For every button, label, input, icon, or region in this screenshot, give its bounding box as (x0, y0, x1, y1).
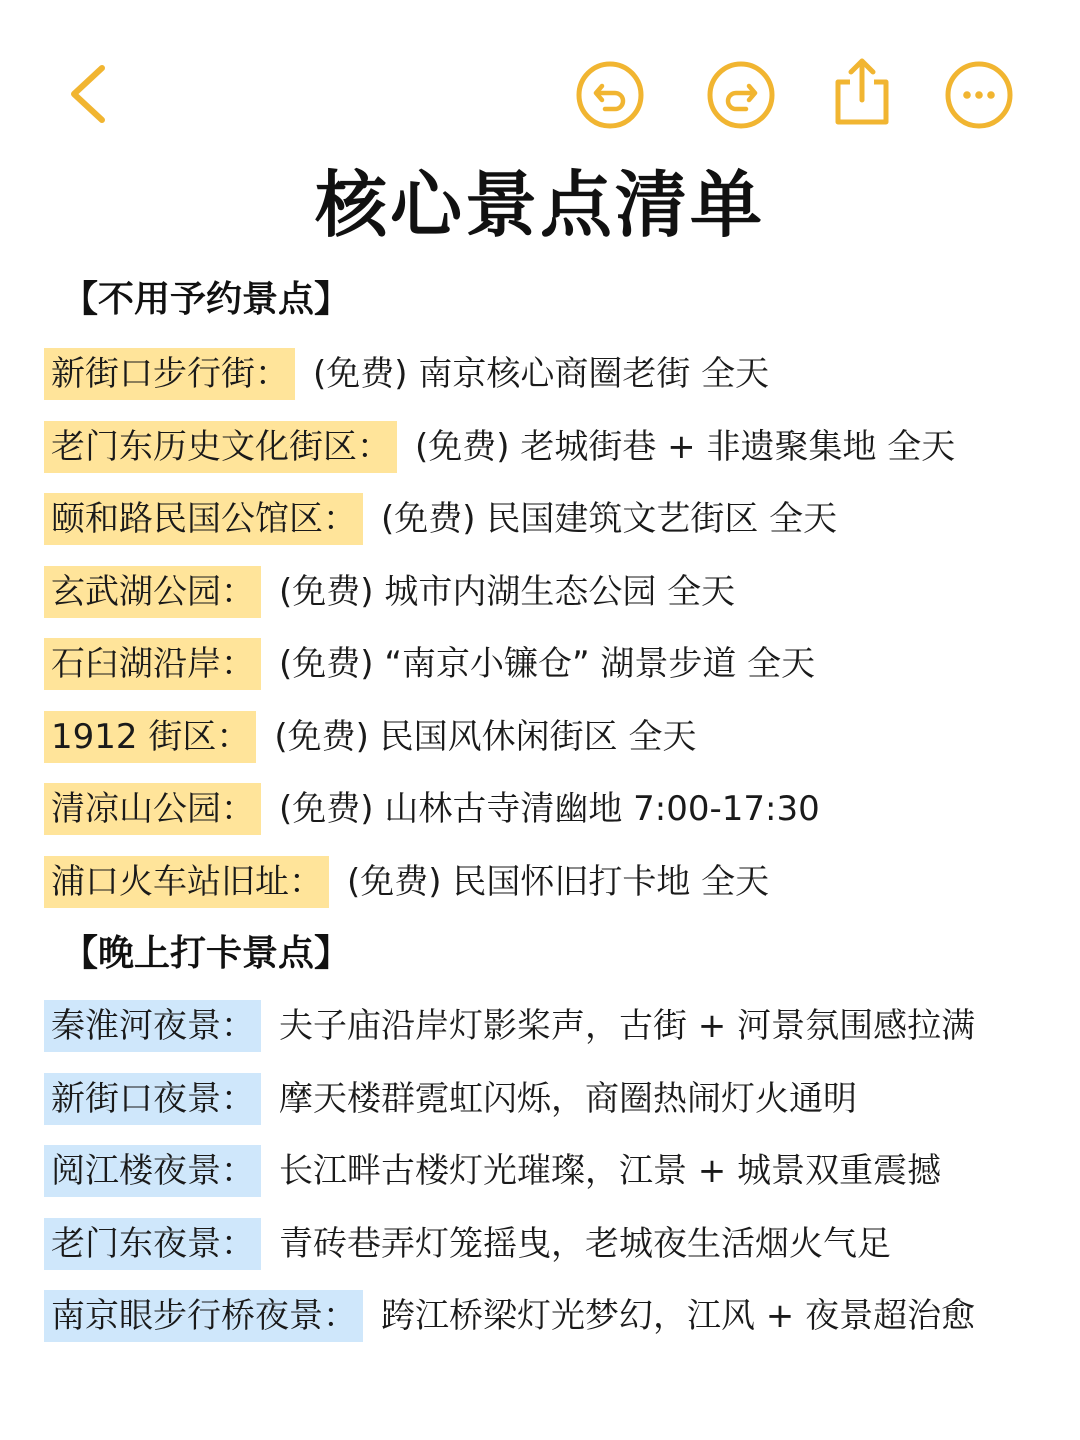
spot-name: 秦淮河夜景： (44, 1000, 261, 1052)
section-heading-no-reservation: 【不用予约景点】 (62, 279, 351, 320)
spot-name: 阅江楼夜景： (44, 1145, 261, 1197)
back-icon[interactable] (62, 62, 112, 126)
list-item (44, 556, 1054, 629)
spot-description: (免费) 城市内湖生态公园 全天 (279, 571, 736, 612)
spot-description: (免费) “南京小镰仓” 湖景步道 全天 (279, 644, 816, 685)
more-icon[interactable] (944, 60, 1014, 130)
list-item (44, 1135, 1054, 1208)
spot-name: 老门东历史文化街区： (44, 421, 397, 473)
redo-icon[interactable] (706, 60, 776, 130)
spot-name: 新街口步行街： (44, 348, 295, 400)
list-item (44, 1063, 1054, 1136)
list-item (44, 990, 1054, 1063)
page-title: 核心景点清单 (314, 163, 765, 247)
spot-name: 玄武湖公园： (44, 566, 261, 618)
spot-description: 青砖巷弄灯笼摇曳，老城夜生活烟火气足 (279, 1223, 891, 1264)
spot-description: (免费) 老城街巷 + 非遗聚集地 全天 (415, 426, 956, 467)
spot-name: 清凉山公园： (44, 783, 261, 835)
toolbar (0, 0, 1080, 150)
share-icon[interactable] (832, 56, 892, 128)
undo-icon[interactable] (575, 60, 645, 130)
list-item (44, 483, 1054, 556)
spot-description: 跨江桥梁灯光梦幻，江风 + 夜景超治愈 (381, 1296, 976, 1337)
list-item (44, 1208, 1054, 1281)
spot-name: 颐和路民国公馆区： (44, 493, 363, 545)
spot-name: 1912 街区： (44, 711, 256, 763)
night-list (44, 990, 1054, 1353)
spot-name: 南京眼步行桥夜景： (44, 1290, 363, 1342)
spot-description: 摩天楼群霓虹闪烁，商圈热闹灯火通明 (279, 1078, 857, 1119)
list-item (44, 411, 1054, 484)
spot-name: 新街口夜景： (44, 1073, 261, 1125)
spot-description: (免费) 南京核心商圈老街 全天 (313, 354, 770, 395)
spot-description: (免费) 民国怀旧打卡地 全天 (347, 861, 770, 902)
spot-name: 浦口火车站旧址： (44, 856, 329, 908)
spot-description: 长江畔古楼灯光璀璨，江景 + 城景双重震撼 (279, 1151, 942, 1192)
list-item (44, 1280, 1054, 1353)
no-reservation-list (44, 338, 1054, 918)
spot-description: (免费) 民国建筑文艺街区 全天 (381, 499, 838, 540)
list-item (44, 338, 1054, 411)
spot-name: 老门东夜景： (44, 1218, 261, 1270)
list-item (44, 773, 1054, 846)
spot-description: 夫子庙沿岸灯影桨声，古街 + 河景氛围感拉满 (279, 1006, 976, 1047)
list-item (44, 628, 1054, 701)
spot-description: (免费) 民国风休闲街区 全天 (274, 716, 697, 757)
spot-description: (免费) 山林古寺清幽地 7:00-17:30 (279, 789, 820, 830)
section-heading-night: 【晚上打卡景点】 (62, 933, 351, 974)
spot-name: 石臼湖沿岸： (44, 638, 261, 690)
list-item (44, 701, 1054, 774)
list-item (44, 846, 1054, 919)
